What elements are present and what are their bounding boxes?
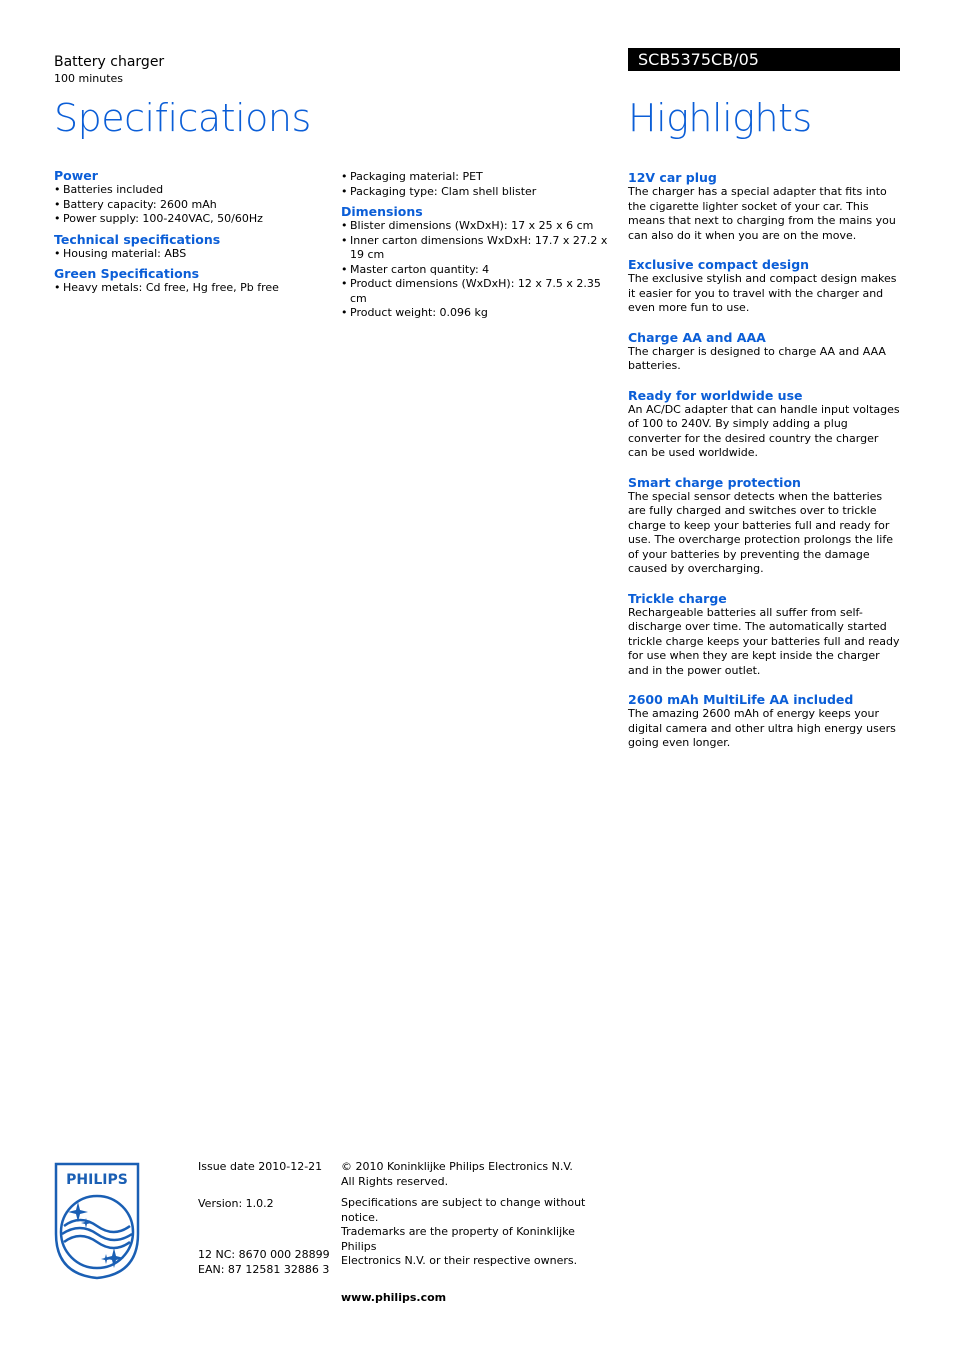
- spec-heading: Dimensions: [341, 204, 423, 219]
- philips-shield-icon: [54, 1162, 140, 1280]
- highlights-title: Highlights: [628, 96, 812, 140]
- highlight-heading: Ready for worldwide use: [628, 387, 803, 403]
- spec-item: • Housing material: ABS: [54, 247, 324, 262]
- specs-column-1: [54, 168, 324, 301]
- highlight-text: An AC/DC adapter that can handle input voltages of 100 to 240V. By simply adding a plug converter for the desired country the charger can be used worldwide.: [628, 402, 900, 459]
- specs-column-2: [341, 170, 616, 326]
- logo-text: PHILIPS: [66, 1172, 128, 1188]
- spec-section-dimensions: [341, 204, 616, 321]
- highlight-heading: 2600 mAh MultiLife AA included: [628, 692, 854, 707]
- website-link[interactable]: www.philips.com: [341, 1290, 447, 1304]
- spec-item: • Blister dimensions (WxDxH): 17 x 25 x 6 cm: [341, 219, 616, 234]
- spec-item: • Power supply: 100-240VAC, 50/60Hz: [54, 212, 324, 227]
- copyright-line: All Rights reserved.: [341, 1174, 449, 1188]
- notice-line: Electronics N.V. or their respective owners.: [341, 1254, 578, 1267]
- highlights-column: [628, 170, 900, 765]
- spec-section-power: [54, 168, 324, 227]
- highlight-heading: Exclusive compact design: [628, 257, 810, 272]
- product-type: Battery charger: [54, 54, 165, 70]
- product-subtitle: 100 minutes: [54, 72, 124, 85]
- highlight-worldwide: [628, 388, 900, 461]
- highlight-heading: Smart charge protection: [628, 474, 801, 490]
- notice-line: Specifications are subject to change without notice.: [341, 1196, 586, 1224]
- spec-item: • Packaging type: Clam shell blister: [341, 185, 616, 200]
- highlight-text: The charger is designed to charge AA and AAA batteries.: [628, 344, 886, 372]
- footer-legal: [341, 1160, 611, 1305]
- spec-item: • Batteries included: [54, 183, 324, 198]
- model-number: SCB5375CB/05: [628, 48, 900, 71]
- spec-item: • Packaging material: PET: [341, 170, 616, 185]
- spec-heading: Technical specifications: [54, 231, 221, 247]
- spec-heading: Power: [54, 168, 98, 183]
- spec-item: • Inner carton dimensions WxDxH: 17.7 x 27.2 x 19 cm: [341, 234, 616, 263]
- highlight-text: The special sensor detects when the batteries are fully charged and switches over to trickle charge to keep your batteries full and ready for use. The overcharge protection prolongs the life of your batteries by preventing the damage caused by overcharging.: [628, 489, 893, 575]
- highlight-car-plug: [628, 170, 900, 243]
- highlight-heading: Trickle charge: [628, 590, 727, 606]
- highlight-smart-charge: [628, 475, 900, 577]
- spec-section-technical: [54, 232, 324, 262]
- spec-item: • Master carton quantity: 4: [341, 263, 616, 278]
- highlight-charge-aa-aaa: [628, 330, 900, 374]
- ean-number: EAN: 87 12581 32886 3: [198, 1262, 330, 1276]
- highlight-text: The exclusive stylish and compact design makes it easier for you to travel with the charger and even more fun to use.: [628, 272, 897, 314]
- specifications-title: Specifications: [54, 96, 311, 140]
- version: Version: 1.0.2: [198, 1196, 274, 1210]
- highlight-compact-design: [628, 257, 900, 316]
- philips-logo: [54, 1162, 140, 1280]
- highlight-multilife: [628, 692, 900, 751]
- footer-issue-info: [198, 1160, 333, 1277]
- highlight-trickle-charge: [628, 591, 900, 679]
- highlight-heading: 12V car plug: [628, 170, 717, 185]
- spec-item: • Battery capacity: 2600 mAh: [54, 198, 324, 213]
- nc-number: 12 NC: 8670 000 28899: [198, 1248, 330, 1261]
- spec-item: • Heavy metals: Cd free, Hg free, Pb free: [54, 281, 324, 296]
- spec-item: • Product dimensions (WxDxH): 12 x 7.5 x 2.35 cm: [341, 277, 616, 306]
- copyright-line: © 2010 Koninklijke Philips Electronics N.V.: [341, 1160, 573, 1173]
- spec-item: • Product weight: 0.096 kg: [341, 306, 616, 321]
- notice-line: Trademarks are the property of Koninklijke Philips: [341, 1225, 575, 1253]
- spec-heading: Green Specifications: [54, 266, 200, 281]
- highlight-text: Rechargeable batteries all suffer from self-discharge over time. The automatically started trickle charge keeps your batteries full and ready for use when they are kept inside the charger and in the power outlet.: [628, 605, 900, 677]
- highlight-heading: Charge AA and AAA: [628, 329, 766, 345]
- highlight-text: The charger has a special adapter that fits into the cigarette lighter socket of your car. This means that next to charging from the mains you can also do it when you are on the move.: [628, 185, 896, 242]
- highlight-text: The amazing 2600 mAh of energy keeps your digital camera and other ultra high energy users going even longer.: [628, 707, 896, 749]
- spec-section-green: [54, 266, 324, 296]
- issue-date: Issue date 2010-12-21: [198, 1160, 323, 1173]
